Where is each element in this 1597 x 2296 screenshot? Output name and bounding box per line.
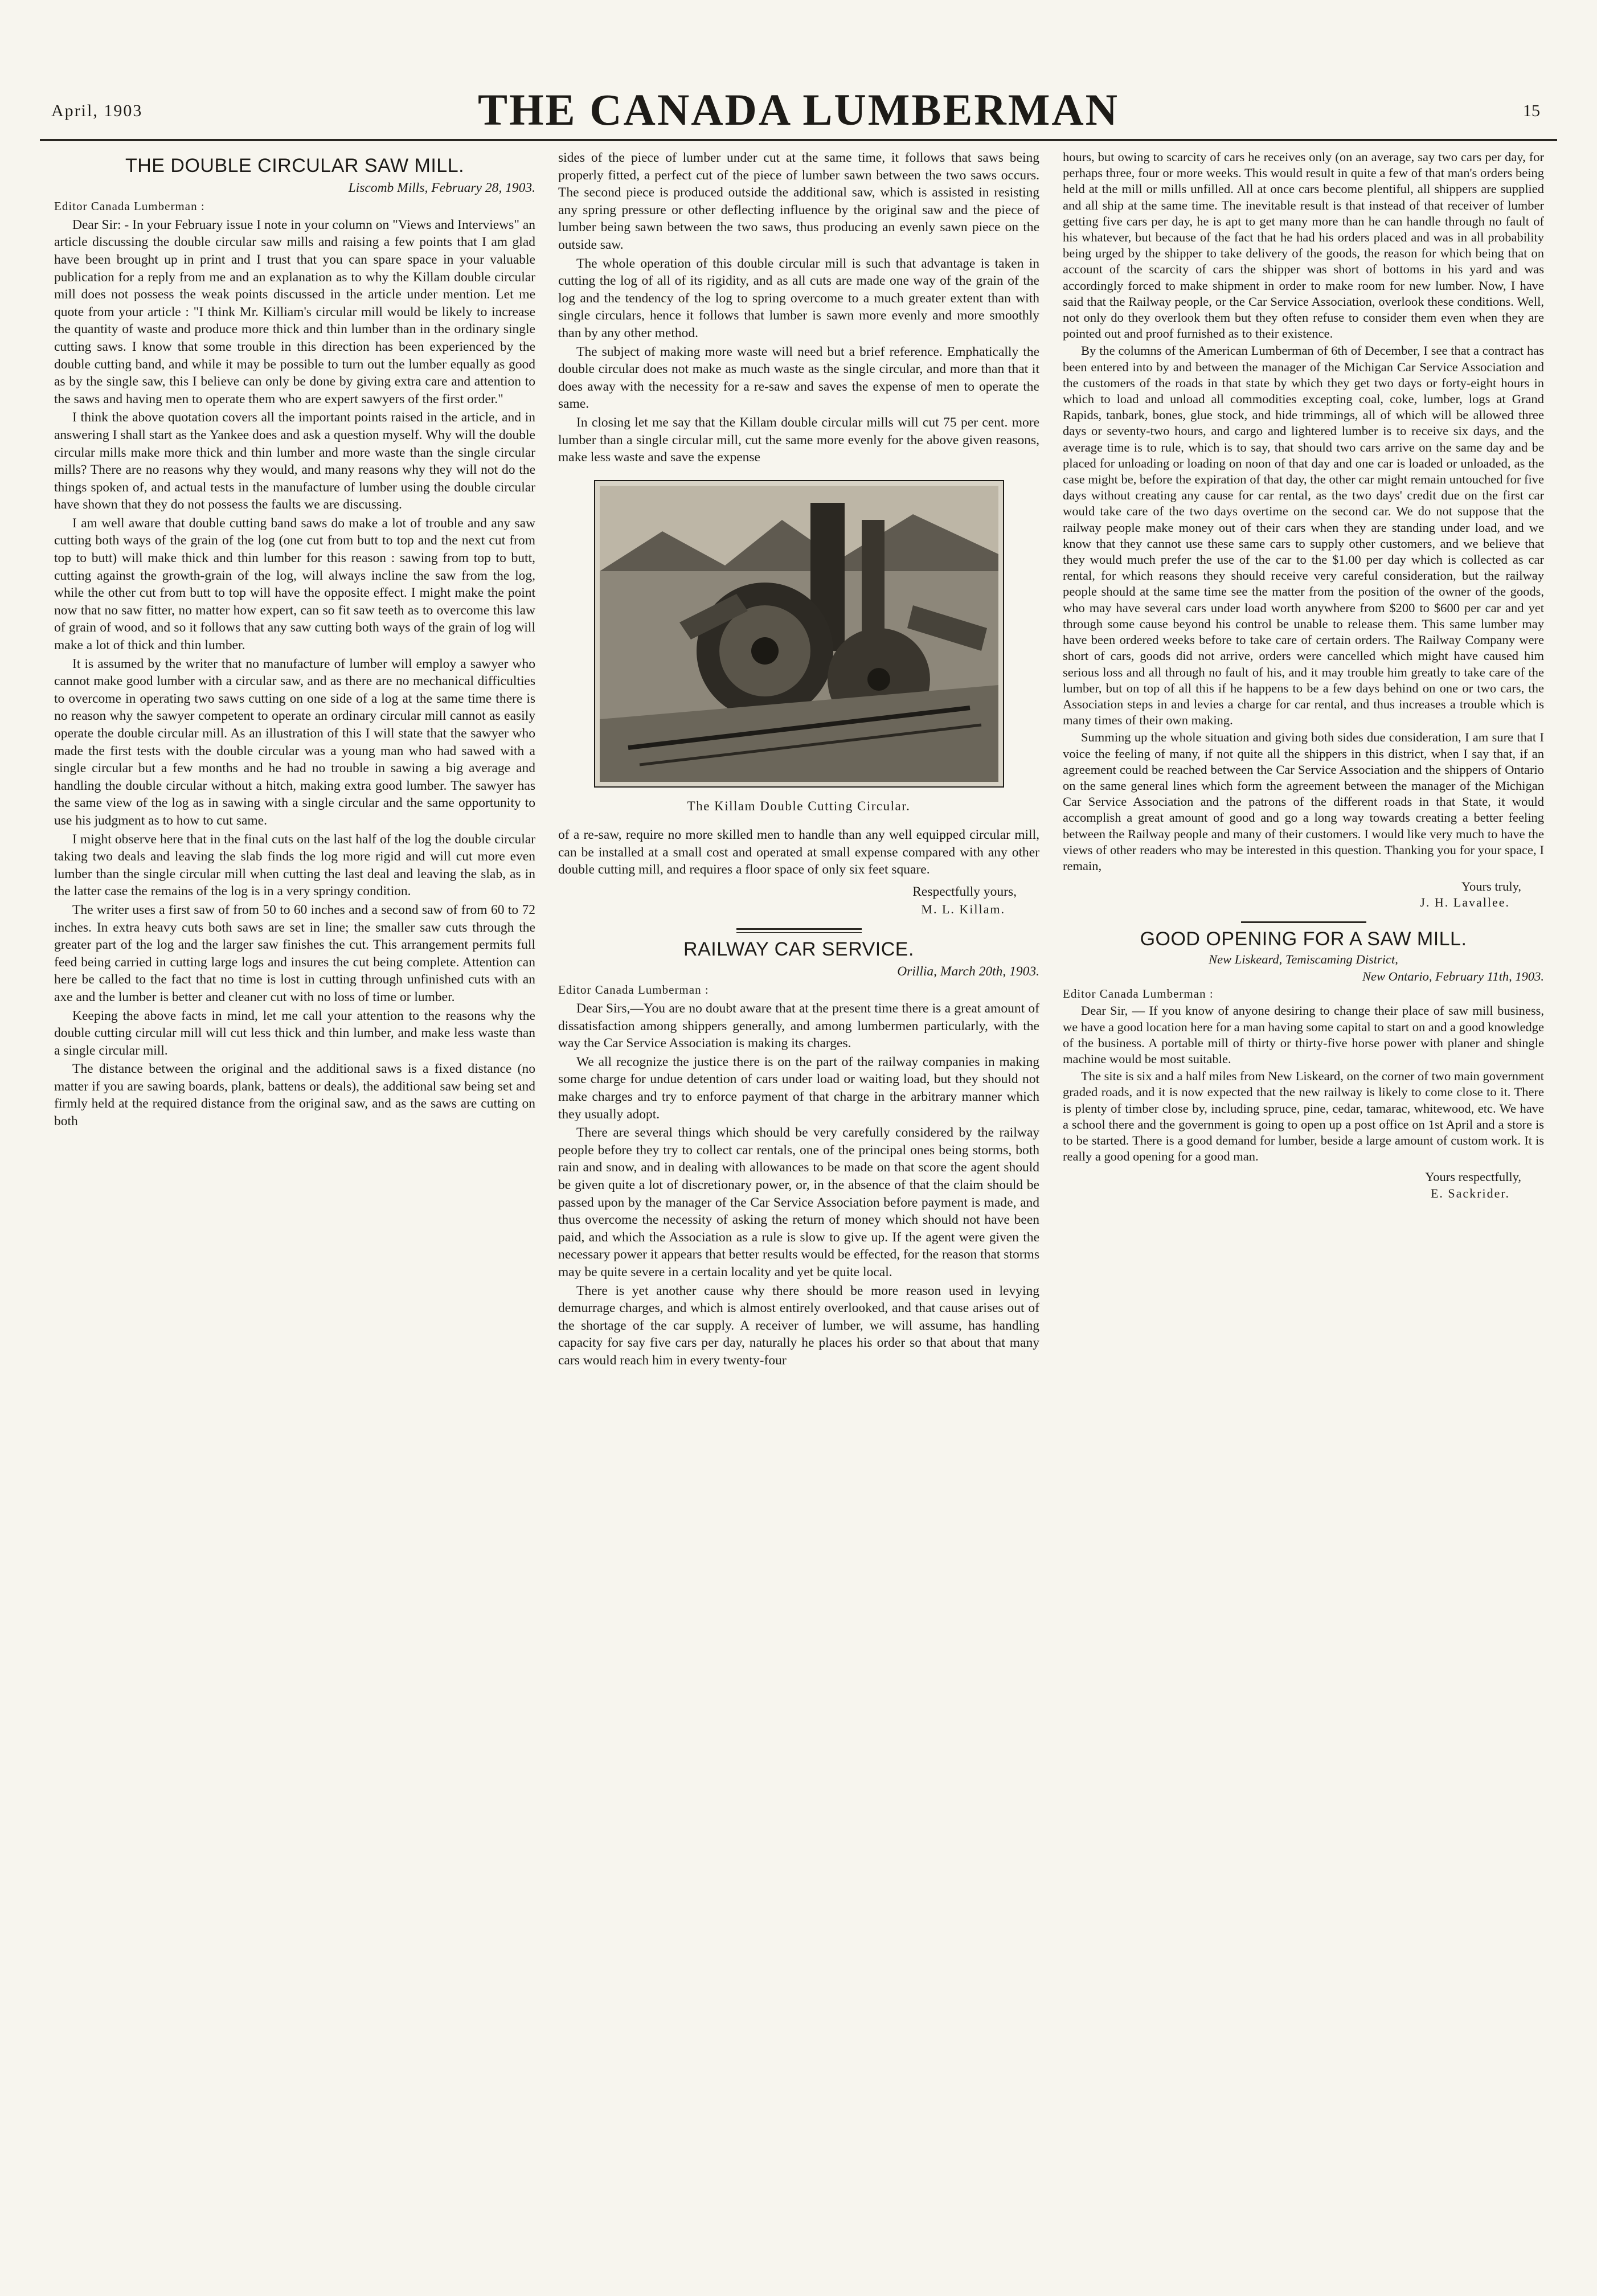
opening-signature: E. Sackrider. xyxy=(1430,1186,1510,1200)
saw-mill-paragraph: I think the above quotation covers all the important points raised in the article, and in answering I shall start as the Yankee does and ask a question myself. Why will the double circular mills make more thick and thin lumber and more waste than the single circular mills? There are no reasons why they would, and many reasons why they will not do the things spoken of, and actual tests in the manufacture of lumber using the double circular have shown that they do not possess the faults we are discussing. xyxy=(54,410,535,512)
railway-signature: J. H. Lavallee. xyxy=(1420,895,1510,910)
saw-mill-paragraph: I might observe here that in the final cuts on the last half of the log the double circular taking two deals and leaving the slab finds the log more rigid and will cut more even lumber than the single circular mill when cutting the last deal and leaving the slab, as in the latter case the remains of the log is in a very springy condition. xyxy=(54,831,535,899)
saw-mill-paragraph: The whole operation of this double circular mill is such that advantage is taken in cutting the log of all of its rigidity, and as all cuts are made one way of the grain of the log and the tendency of the log to spring overcome to a much greater extent than with single circulars, hence it follows that lumber is sawn more evenly and more smoothly than by any other method. xyxy=(558,256,1039,341)
saw-mill-paragraph: I am well aware that double cutting band saws do make a lot of trouble and any saw cutting both ways of the grain of the log (one cut from butt to top and the next cut from top to butt) will make thick and thin lumber for this reason : sawing from top to butt, cutting against the growth-grain of the log, will always incline the saw from the log, while the other cut from butt to top will have the opposite effect. I might make the point now that no saw fitter, no matter how expert, can so fit saw teeth as to overcome this law of grain of wood, and so it follows that any saw cutting both ways of the grain of log will make a lot of thick and thin lumber. xyxy=(54,515,535,653)
saw-mill-paragraph: It is assumed by the writer that no manufacture of lumber will employ a sawyer who cannot make good lumber with a circular saw, and as there are no mechanical difficulties to overcome in operating two saws cutting on one side of a log at the same time there is no reason why the sawyer competent to operate an ordinary circular mill cannot as easily operate the double circular mill. As an illustration of this I will state that the sawyer who made the first tests with the double circular was a young man who had sawed with a single circular but a few months and he had no trouble in sawing a big average and handling the double circular without a hitch, making extra good lumber. The sawyer has the same view of the log as in sawing with a single circular and the same opportunity to use his judgment as to how to cut same. xyxy=(54,656,535,828)
column-1 xyxy=(54,149,535,2296)
column-2 xyxy=(558,149,1039,2296)
railway-signoff: Yours truly, xyxy=(1461,879,1521,894)
saw-mill-paragraph: Keeping the above facts in mind, let me call your attention to the reasons why the double cutting circular mill will cut less thick and thin lumber, and make less waste than a single circular mill. xyxy=(54,1008,535,1058)
railway-editor: Editor Canada Lumberman : xyxy=(558,983,709,997)
masthead xyxy=(40,85,1557,154)
railway-paragraph: We all recognize the justice there is on the part of the railway companies in making some charge for undue detention of cars under load or waiting load, but they should not make charges and try to enforce payment of that charge in the arbitrary manner which they usually adopt. xyxy=(558,1054,1039,1122)
issue-date: April, 1903 xyxy=(51,101,143,120)
railway-paragraph: hours, but owing to scarcity of cars he receives only (on an average, say two cars per day, for perhaps three, four or more weeks. This would result in quite a few of that man's orders being held at the mill or mills unfilled. All at once cars become plentiful, all shippers are supplied and all ship at the same time. The inevitable result is that instead of that receiver of lumber getting five cars per day, he is apt to get many more than he can handle through no fault of his whatever, but because of the fact that he had his orders placed and was in all probability being urged by the shipper to take delivery of the goods, the reason for which being that on account of the scarcity of cars the shipper was short of bottoms in his yard and was accordingly forced to make shipment in order to make room for new lumber. Now, I have said that the Railway people, or the Car Service Association, overlook these conditions. Well, not only do they overlook them but they often refuse to consider them even when they are pointed out and proof furnished as to their existence. xyxy=(1063,150,1544,341)
article-divider xyxy=(1241,921,1366,923)
saw-mill-engraving xyxy=(594,480,1004,788)
railway-paragraph: Dear Sirs,—You are no doubt aware that at the present time there is a great amount of dissatisfaction among shippers generally, and among lumbermen particularly, with the way the Car Service Association is making its charges. xyxy=(558,1001,1039,1051)
column-3 xyxy=(1063,149,1544,2296)
saw-mill-paragraph: The writer uses a first saw of from 50 to 60 inches and a second saw of from 60 to 72 inches. In extra heavy cuts both saws are set in line; the smaller saw cuts through the greater part of the log and the larger saw finishes the cut. This arrangement permits full feed being carried in cutting large logs and insures the cut being complete. Attention can here be called to the fact that no time is lost in cutting through unfinished cuts with an axe and the lumber is better and cleaner cut with no loss of time or lumber. xyxy=(54,902,535,1004)
saw-mill-signature: M. L. Killam. xyxy=(921,901,1005,916)
page-number: 15 xyxy=(1523,101,1540,120)
publication-title: THE CANADA LUMBERMAN xyxy=(477,85,1120,134)
article-title-saw-mill: THE DOUBLE CIRCULAR SAW MILL. xyxy=(125,155,465,177)
article-divider xyxy=(736,928,862,930)
railway-paragraph: There is yet another cause why there should be more reason used in levying demurrage charges, and which is almost entirely overlooked, and that cause arises out of the shortage of the car supply. A receiver of lumber, we will assume, has handling capacity for say five cars per day, naturally he places his order so that about that many cars would reach him in every twenty-four xyxy=(558,1283,1039,1368)
saw-mill-paragraph: sides of the piece of lumber under cut at the same time, it follows that saws being properly fitted, a perfect cut of the piece of lumber sawn between the two saws occurs. The second piece is produced outside the additional saw, which is assisted in resisting any spring pressure or other deflecting influence by the original saw and the piece of lumber being sawn between the two saws, thus producing an evenly sawn piece on the outside saw. xyxy=(558,150,1039,252)
saw-mill-paragraph: The subject of making more waste will need but a brief reference. Emphatically the double circular does not make as much waste as the single circular, and more than that it does away with the necessity for a re-saw and saves the expense of men to operate the same. xyxy=(558,344,1039,412)
article-title-railway: RAILWAY CAR SERVICE. xyxy=(683,938,914,961)
saw-mill-paragraph: of a re-saw, require no more skilled men to handle than any well equipped circular mill, can be installed at a small cost and operated at small expense compared with any other double cutting mill, and requires a floor space of only six feet square. xyxy=(558,827,1039,878)
figure-caption: The Killam Double Cutting Circular. xyxy=(687,798,911,813)
saw-mill-signoff: Respectfully yours, xyxy=(912,884,1017,900)
railway-dateline: Orillia, March 20th, 1903. xyxy=(897,964,1039,979)
opening-dateline: New Liskeard, Temiscaming District, xyxy=(1209,952,1398,966)
article-divider xyxy=(736,932,862,933)
saw-mill-paragraph: Dear Sir: - In your February issue I note in your column on "Views and Interviews" an article discussing the double circular saw mills and raising a few points that I am glad have been brought up in print and I trust that you can spare space in your valuable publication for a reply from me and an explanation as to why the Killam double circular mill does not possess the weak points discussed in the article under mention. Let me quote from your article : "I think Mr. Killiam's circular mill would be likely to increase the quantity of waste and produce more thick and thin lumber than in the ordinary single cutting saws. I know that some trouble in this direction has been experienced by the double cutting band, and while it may be possible to turn out the lumber equally as good as by the single saw, this I believe can only be done by giving extra care and attention to the saws and having men to operate them who are expert sawyers of the first order." xyxy=(54,217,535,407)
masthead-rule xyxy=(40,139,1557,141)
saw-mill-dateline: Liscomb Mills, February 28, 1903. xyxy=(348,180,535,195)
saw-mill-figure xyxy=(594,480,1004,815)
saw-mill-paragraph: The distance between the original and the additional saws is a fixed distance (no matter if you are sawing boards, plank, battens or deals), the additional saw being set and firmly held at the required distance from the original saw, and as the saws are cutting on both xyxy=(54,1061,535,1129)
saw-mill-paragraph: In closing let me say that the Killam double circular mills will cut 75 per cent. more lumber than a single circular mill, cut the same more evenly for the above given reasons, make less waste and save the expense xyxy=(558,415,1039,465)
opening-editor: Editor Canada Lumberman : xyxy=(1063,987,1214,1001)
saw-mill-editor: Editor Canada Lumberman : xyxy=(54,199,205,214)
railway-paragraph: Summing up the whole situation and giving both sides due consideration, I am sure that I voice the feeling of many, if not quite all the shippers in this district, when I say that, if an agreement could be reached between the Car Service Association and the shippers of Ontario on the same general lines which form the agreement between the manager of the Michigan Car Service Association and the patrons of the different roads in that State, it would accomplish a great amount of good and go a long way towards creating a better feeling between the Railway people and many of their customers. I would like very much to have the views of other readers who may be interested in this question. Thanking you for your space, I remain, xyxy=(1063,730,1544,873)
railway-paragraph: By the columns of the American Lumberman of 6th of December, I see that a contract has been entered into by and between the manager of the Michigan Car Service Association and the customers of the roads in that state by which they get two days or forty-eight hours in which to load and unload all commodities excepting coal, coke, lumber, logs at Grand Rapids, tanbark, bones, glue stock, and hide trimmings, all of which will be allowed three days or seventy-two hours, and cargo and lightered lumber is to receive six days, and the average time is to rule, which is to say, that should two cars arrive on the same day and be placed for unloading or loading on noon of that day and one car is loaded or unloaded, as the case might be, before the expiration of that day, the other car might remain untouched for five days without creating any cause for car rental, as the two days' credit due on the first car would take care of the two days overtime on the second car. We do not suppose that the railway people make money out of their cars when they are standing under load, and we know that they cannot use these same cars to supply other customers, and we believe that they would much prefer the use of the car to the $1.00 per day which is collected as car rental, for which reasons they should receive very careful consideration, but the railway people should at the same time see the matter from the position of the owner of the goods, who may have several cars under load worth anywhere from $200 to $600 per car and yet through some cause beyond his control be unable to release them. This same lumber may have been ordered weeks before to take care of certain orders. The Railway Company were short of cars, goods did not arrive, orders were cancelled which might have caused him serious loss and all through no fault of his, and it may trouble him greatly to take care of the lumber, but on top of all this if he happens to be a few days behind on one or two cars, the Association steps in and levies a charge for car rental, and thus increases a trouble which is many times of their own making. xyxy=(1063,343,1544,728)
opening-dateline: New Ontario, February 11th, 1903. xyxy=(1362,969,1544,983)
opening-signoff: Yours respectfully, xyxy=(1425,1170,1521,1184)
railway-paragraph: There are several things which should be very carefully considered by the railway people before they try to collect car rentals, one of the principal ones being storms, both rain and snow, and in dealing with allowances to be made on that score the agent should be given quite a lot of discretionary power, or, in the absence of that the claim should be passed upon by the manager of the Car Service Association before payment is made, and thus overcome the necessity of asking the return of money which should not have been paid, and which the Association as a rule is slow to give up. If the agent were given the necessary power it appears that better results would be effected, for the reason that storms may be quite severe in a certain locality and yet be quite local. xyxy=(558,1125,1039,1280)
opening-paragraph: The site is six and a half miles from New Liskeard, on the corner of two main government graded roads, and it is now expected that the new railway is likely to come close to it. There is plenty of timber close by, including spruce, pine, cedar, tamarac, whitewood, etc. We have a school there and the government is going to open up a post office on 1st April and a store is to be started. There is a good demand for lumber, beside a large amount of custom work. It is really a good opening for a good man. xyxy=(1063,1069,1544,1164)
opening-paragraph: Dear Sir, — If you know of anyone desiring to change their place of saw mill business, we have a good location here for a man having some capital to start on and a good knowledge of the business. A portable mill of thirty or thirty-five horse power with planer and shingle machine would be most suitable. xyxy=(1063,1003,1544,1066)
article-title-opening: GOOD OPENING FOR A SAW MILL. xyxy=(1140,928,1467,950)
